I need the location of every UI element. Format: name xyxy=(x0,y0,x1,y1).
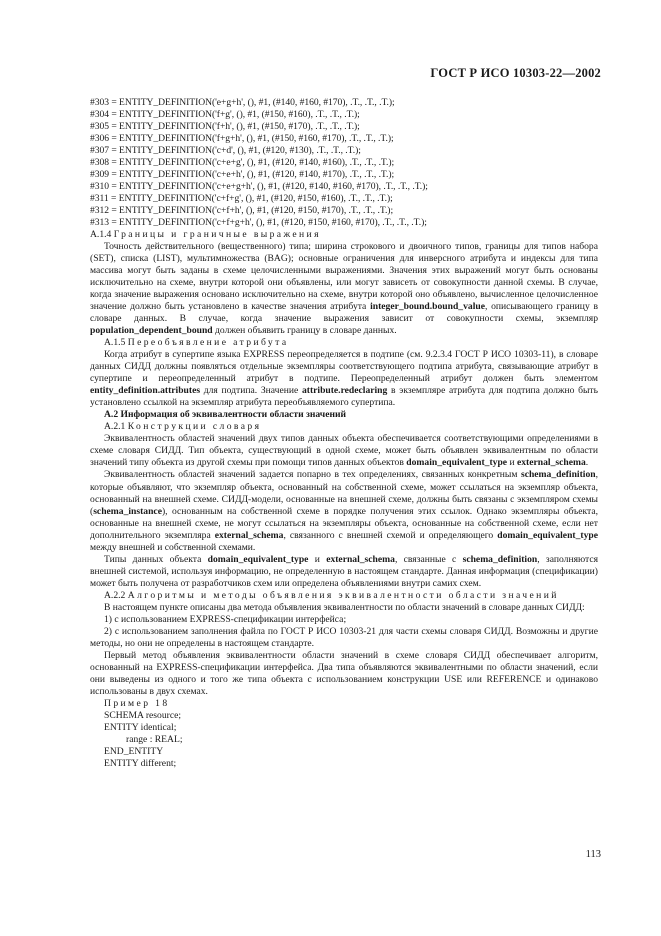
code-listing xyxy=(90,97,598,229)
page-header: ГОСТ Р ИСО 10303-22—2002 xyxy=(430,66,601,80)
term: external_schema xyxy=(326,553,395,565)
term: domain_equivalent_type xyxy=(497,529,598,541)
example-code xyxy=(90,710,598,770)
code-line: #309 = ENTITY_DEFINITION('c+e+h', (), #1, (#120, #140, #170), .T., .T., .T.); xyxy=(90,169,395,181)
text: , связанного с внешней схемой и определяющего xyxy=(283,529,494,541)
section-heading-a22 xyxy=(90,590,598,602)
code-line: #303 = ENTITY_DEFINITION('e+g+h', (), #1, (#140, #160, #170), .T., .T., .T.); xyxy=(90,97,395,108)
code-line: ENTITY identical; xyxy=(104,721,177,733)
section-title: Алгоритмы и методы объявления эквивалентности области значений xyxy=(127,589,559,601)
text: Пример 18 xyxy=(104,697,170,709)
term: population_dependent_bound xyxy=(90,325,213,337)
term: external_schema xyxy=(214,529,284,541)
paragraph: В настоящем пункте описаны два метода объявления эквивалентности по области значений в словаре данных СИДД: xyxy=(104,601,585,613)
section-heading-a21 xyxy=(90,421,598,433)
text: Эквивалентность областей значений двух типов данных объекта обеспечивается соответствующими определениями в схеме словаря СИДД. Тип объекта, существующий в одной схеме, может быть объявлен эквивалентным по области значений типу объекта из другой схемы при помощи типов данных объектов xyxy=(90,433,598,469)
paragraph xyxy=(90,554,598,590)
term: external_schema xyxy=(517,457,586,469)
section-number: A.2.1 xyxy=(104,421,126,433)
term: domain_equivalent_type xyxy=(207,553,309,565)
code-line: #305 = ENTITY_DEFINITION('f+h', (), #1, (#150, #170), .T., .T., .T.); xyxy=(90,121,360,133)
section-title: Конструкции словаря xyxy=(127,421,262,433)
code-line: #312 = ENTITY_DEFINITION('c+f+h', (), #1, (#120, #150, #170), .T., .T., .T.); xyxy=(90,205,394,217)
text: должен объявить границу в словаре данных. xyxy=(215,325,397,337)
code-line: ENTITY different; xyxy=(104,757,177,769)
text: и xyxy=(509,457,515,469)
paragraph: Первый метод объявления эквивалентности области значений в схеме словаря СИДД обеспечивает алгоритм, основанный на EXPRESS-спецификации интерфейса. Два типа объявляются эквивалентными по области значений, если они выведены из одного и того же типа объекта с использованием конструкции USE или REFERENCE и одинаково использованы в двух схемах. xyxy=(90,649,598,697)
paragraph xyxy=(90,349,598,409)
code-line: #304 = ENTITY_DEFINITION('f+g', (), #1, (#150, #160), .T., .T., .T.); xyxy=(90,109,360,121)
example-label xyxy=(90,698,598,710)
section-heading-a14 xyxy=(90,229,598,241)
text: , связанные с xyxy=(394,553,457,565)
text: между внешней и собственной схемами. xyxy=(90,541,256,553)
section-title: Переобъявление атрибута xyxy=(127,337,289,349)
section-number: A.1.5 xyxy=(104,337,126,349)
code-line: #313 = ENTITY_DEFINITION('c+f+g+h', (), #1, (#120, #150, #160, #170), .T., .T., .T.); xyxy=(90,217,427,229)
list-item: 1) с использованием EXPRESS-спецификации интерфейса; xyxy=(104,613,347,625)
code-line: SCHEMA resource; xyxy=(104,709,182,721)
code-line: #306 = ENTITY_DEFINITION('f+g+h', (), #1, (#150, #160, #170), .T., .T., .T.); xyxy=(90,133,394,145)
term: schema_instance xyxy=(93,505,162,517)
section-number: A.2.2 xyxy=(104,589,126,601)
code-line: #308 = ENTITY_DEFINITION('c+e+g', (), #1, (#120, #140, #160), .T., .T., .T.); xyxy=(90,157,395,169)
page-number: 113 xyxy=(585,849,601,860)
code-line: #311 = ENTITY_DEFINITION('c+f+g', (), #1, (#120, #150, #160), .T., .T., .T.); xyxy=(90,193,393,205)
paragraph: Эквивалентность областей значений двух типов данных объекта обеспечивается соответствующими определениями в схеме словаря СИДД. Тип объекта, существующий в одной схеме, может быть объявлен эквивалентным по области значений типу объекта из другой схемы при помощи типов данных объектов domain_equivalent_type и external_schema. xyxy=(90,433,598,469)
term: attribute.redeclaring xyxy=(301,385,388,397)
text: для подтипа. Значение xyxy=(203,385,299,397)
term: schema_definition xyxy=(520,469,596,481)
text: , которые объявляют, что экземпляр объекта, основанный на собственной схеме, может ссылаться на экземпляр объекта, основанный на внешней схеме. СИДД-модели, основанные на внешней схеме, должны быть связаны с экземпляром схемы ( xyxy=(90,469,598,517)
term: schema_definition xyxy=(462,553,538,565)
text: в экземпляре атрибута для подтипа должно быть установлено ссылкой на экземпляр атрибута переобъявляемого супертипа. xyxy=(90,385,599,409)
section-number: A.1.4 xyxy=(90,229,112,241)
page-content xyxy=(90,97,598,770)
code-line: range : REAL; xyxy=(126,733,183,745)
code-line: #307 = ENTITY_DEFINITION('c+d', (), #1, (#120, #130), .T., .T., .T.); xyxy=(90,145,361,157)
code-line: END_ENTITY xyxy=(104,745,164,757)
section-title: Границы и граничные выражения xyxy=(113,229,321,241)
section-heading-a2: A.2 Информация об эквивалентности области значений xyxy=(104,409,347,421)
text: Эквивалентность областей значений задается попарно в тех определениях, связанных конкретным xyxy=(104,469,518,481)
term: domain_equivalent_type xyxy=(406,457,508,469)
text: , описывающего границу в словаре данных. В случае, когда значение выражения зависит от совокупности схемы, экземпляр xyxy=(90,301,598,325)
text: Типы данных объекта xyxy=(104,553,202,565)
text: , заполняются внешней системой, используя информацию, не определенную в настоящем стандарте. Данная информация (спецификации) может быть получена от разработчиков схем или определена объявлениями внутри самих схем. xyxy=(90,553,599,589)
term: integer_bound.bound_value xyxy=(370,301,485,313)
text: Точность действительного (вещественного) типа; ширина строкового и двоичного типов, границы для типов набора (SET), списка (LIST), мультимножества (BAG); основные ограничения для инверсного атрибута и индексы для типа массива могут быть заданы в схеме целочисленными выражениями. Значения этих выражений могут быть основаны исключительно на схеме, внутри которой они объявлены, или могут зависеть от совокупности данной схемы. В случае, когда значение выражения основано исключительно на схеме, внутри которой оно объявлено, вычисленное целочисленное значение должно быть установлено в качестве значения атрибута xyxy=(90,241,598,313)
text: и xyxy=(314,553,320,565)
term: entity_definition.attributes xyxy=(90,385,201,397)
paragraph xyxy=(90,469,598,553)
section-heading-a15 xyxy=(90,337,598,349)
code-line: #310 = ENTITY_DEFINITION('c+e+g+h', (), #1, (#120, #140, #160, #170), .T., .T., .T.); xyxy=(90,181,428,193)
paragraph xyxy=(90,241,598,337)
list-item: 2) с использованием заполнения файла по ГОСТ Р ИСО 10303-21 для части схемы словаря СИДД. Возможны и другие методы, но они не определены в настоящем стандарте. xyxy=(90,625,598,649)
text: ), основанным на собственной схеме в порядке получения этих ссылок. Однако экземпляры объекта, основанные на внешней схеме, не могут ссылаться на экземпляры объекта, основанные на собственной схеме, если нет дополнительного экземпляра xyxy=(90,505,598,541)
text: Когда атрибут в супертипе языка EXPRESS переопределяется в подтипе (см. 9.2.3.4 ГОСТ Р ИСО 10303-11), в словаре данных СИДД должны появляться отдельные экземпляры соответствующего подтипа атрибута, связывающие атрибут в супертипе и переопределенный атрибут в подтипе. Переопределенный атрибут должен быть элементом xyxy=(90,349,598,385)
